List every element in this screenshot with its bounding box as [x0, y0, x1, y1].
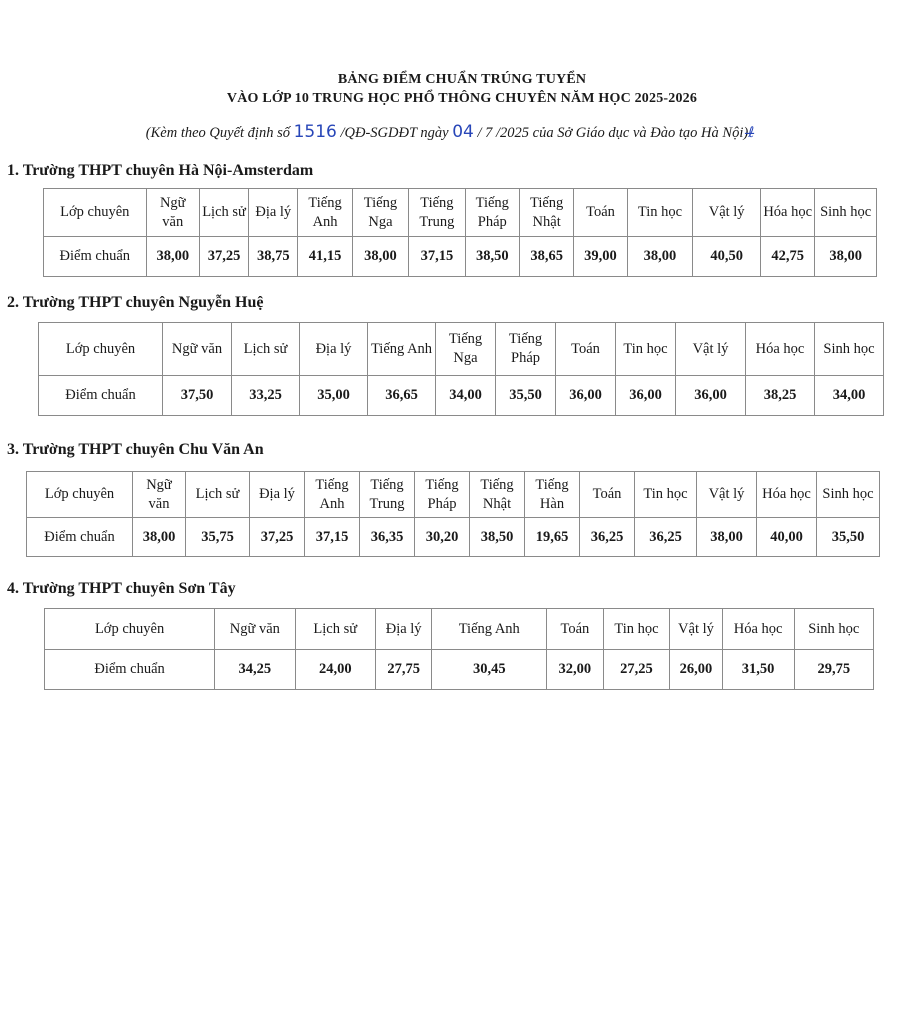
score-cell: 37,25 — [199, 237, 248, 277]
subject-header: Tin học — [627, 189, 693, 237]
table-score-row — [39, 376, 884, 416]
subject-header: Tiếng Trung — [409, 189, 465, 237]
score-cell: 35,75 — [186, 518, 250, 557]
score-cell: 33,25 — [232, 376, 300, 416]
score-cell: 38,00 — [697, 518, 757, 557]
subject-header: Tiếng Anh — [432, 609, 547, 650]
subject-header: Địa lý — [300, 323, 368, 376]
score-cell: 39,00 — [574, 237, 627, 277]
subject-header: Tiếng Nhật — [519, 189, 573, 237]
score-cell: 38,75 — [249, 237, 298, 277]
score-cell: 35,50 — [496, 376, 556, 416]
row-label-values: Điểm chuẩn — [39, 376, 163, 416]
subject-header: Tiếng Anh — [368, 323, 436, 376]
subject-header: Tiếng Pháp — [415, 472, 470, 518]
subject-header: Tiếng Hàn — [525, 472, 580, 518]
score-cell: 37,15 — [305, 518, 360, 557]
score-cell: 34,25 — [215, 650, 295, 690]
table-score-row — [45, 650, 874, 690]
score-cell: 35,00 — [300, 376, 368, 416]
row-label-values: Điểm chuẩn — [45, 650, 215, 690]
subject-header: Toán — [547, 609, 603, 650]
score-cell: 40,00 — [757, 518, 817, 557]
subject-header: Lịch sử — [186, 472, 250, 518]
score-cell: 27,75 — [375, 650, 431, 690]
subject-header: Ngữ văn — [133, 472, 186, 518]
score-cell: 36,00 — [556, 376, 616, 416]
subject-header: Tiếng Pháp — [496, 323, 556, 376]
table-header-row — [39, 323, 884, 376]
subject-header: Vật lý — [670, 609, 722, 650]
score-cell: 36,65 — [368, 376, 436, 416]
score-cell: 35,50 — [817, 518, 880, 557]
score-cell: 24,00 — [295, 650, 375, 690]
subject-header: Tin học — [603, 609, 670, 650]
decision-day: 04 — [452, 122, 474, 142]
score-cell: 26,00 — [670, 650, 722, 690]
score-cell: 37,50 — [163, 376, 232, 416]
subject-header: Sinh học — [815, 323, 884, 376]
subject-header: Vật lý — [697, 472, 757, 518]
score-cell: 38,25 — [746, 376, 815, 416]
subject-header: Tiếng Nhật — [470, 472, 525, 518]
row-label-header: Lớp chuyên — [45, 609, 215, 650]
subject-header: Vật lý — [693, 189, 761, 237]
score-cell: 30,45 — [432, 650, 547, 690]
score-cell: 38,65 — [519, 237, 573, 277]
subject-header: Lịch sử — [295, 609, 375, 650]
subject-header: Ngữ văn — [146, 189, 199, 237]
document-subtitle — [0, 122, 900, 142]
score-table-1 — [43, 188, 877, 277]
subject-header: Tiếng Anh — [305, 472, 360, 518]
subtitle-mid: /QĐ-SGDĐT ngày — [340, 125, 449, 141]
subject-header: Hóa học — [746, 323, 815, 376]
score-cell: 36,35 — [360, 518, 415, 557]
school-heading-3: 3. Trường THPT chuyên Chu Văn An — [7, 441, 264, 458]
score-cell: 34,00 — [815, 376, 884, 416]
subject-header: Tiếng Anh — [298, 189, 352, 237]
score-table-3 — [26, 471, 880, 557]
decision-number: 1516 — [293, 122, 337, 142]
school-heading-1: 1. Trường THPT chuyên Hà Nội-Amsterdam — [7, 162, 314, 179]
score-cell: 29,75 — [794, 650, 873, 690]
score-cell: 19,65 — [525, 518, 580, 557]
score-cell: 34,00 — [436, 376, 496, 416]
table-header-row — [27, 472, 880, 518]
row-label-values: Điểm chuẩn — [27, 518, 133, 557]
subject-header: Toán — [574, 189, 627, 237]
subject-header: Tiếng Nga — [436, 323, 496, 376]
subject-header: Tiếng Trung — [360, 472, 415, 518]
score-table-4 — [44, 608, 874, 690]
score-cell: 42,75 — [761, 237, 815, 277]
table-header-row — [45, 609, 874, 650]
score-cell: 36,25 — [580, 518, 635, 557]
subtitle-suffix: / 7 /2025 của Sở Giáo dục và Đào tạo Hà Nội) — [477, 125, 749, 141]
row-label-header: Lớp chuyên — [27, 472, 133, 518]
document-title-line2: VÀO LỚP 10 TRUNG HỌC PHỔ THÔNG CHUYÊN NĂM HỌC 2025-2026 — [226, 91, 698, 106]
score-cell: 38,00 — [815, 237, 877, 277]
table-score-row — [44, 237, 877, 277]
score-cell: 31,50 — [722, 650, 794, 690]
subject-header: Lịch sử — [232, 323, 300, 376]
subject-header: Sinh học — [817, 472, 880, 518]
subject-header: Địa lý — [375, 609, 431, 650]
document-title-line1: BẢNG ĐIỂM CHUẨN TRÚNG TUYỂN — [337, 72, 587, 87]
score-table-2 — [38, 322, 884, 416]
score-cell: 27,25 — [603, 650, 670, 690]
score-cell: 32,00 — [547, 650, 603, 690]
subject-header: Tiếng Pháp — [465, 189, 519, 237]
subject-header: Tin học — [616, 323, 676, 376]
subject-header: Ngữ văn — [215, 609, 295, 650]
score-cell: 36,25 — [635, 518, 697, 557]
row-label-header: Lớp chuyên — [44, 189, 147, 237]
subject-header: Toán — [580, 472, 635, 518]
school-heading-4: 4. Trường THPT chuyên Sơn Tây — [7, 580, 236, 597]
subject-header: Hóa học — [722, 609, 794, 650]
subject-header: Sinh học — [815, 189, 877, 237]
score-cell: 36,00 — [616, 376, 676, 416]
score-cell: 36,00 — [676, 376, 746, 416]
score-cell: 38,00 — [352, 237, 408, 277]
subject-header: Địa lý — [250, 472, 305, 518]
subject-header: Lịch sử — [199, 189, 248, 237]
subject-header: Tiếng Nga — [352, 189, 408, 237]
score-cell: 37,15 — [409, 237, 465, 277]
score-cell: 38,50 — [465, 237, 519, 277]
score-cell: 37,25 — [250, 518, 305, 557]
score-cell: 40,50 — [693, 237, 761, 277]
subject-header: Tin học — [635, 472, 697, 518]
subject-header: Hóa học — [757, 472, 817, 518]
score-cell: 38,50 — [470, 518, 525, 557]
score-cell: 38,00 — [146, 237, 199, 277]
score-cell: 38,00 — [627, 237, 693, 277]
row-label-values: Điểm chuẩn — [44, 237, 147, 277]
subject-header: Sinh học — [794, 609, 873, 650]
table-header-row — [44, 189, 877, 237]
subject-header: Ngữ văn — [163, 323, 232, 376]
school-heading-2: 2. Trường THPT chuyên Nguyễn Huệ — [7, 294, 264, 311]
score-cell: 41,15 — [298, 237, 352, 277]
handwritten-mark: ℓ̶ — [748, 125, 755, 141]
subject-header: Toán — [556, 323, 616, 376]
subject-header: Vật lý — [676, 323, 746, 376]
table-score-row — [27, 518, 880, 557]
row-label-header: Lớp chuyên — [39, 323, 163, 376]
score-cell: 30,20 — [415, 518, 470, 557]
subject-header: Địa lý — [249, 189, 298, 237]
subject-header: Hóa học — [761, 189, 815, 237]
subtitle-prefix: (Kèm theo Quyết định số — [145, 125, 290, 141]
score-cell: 38,00 — [133, 518, 186, 557]
